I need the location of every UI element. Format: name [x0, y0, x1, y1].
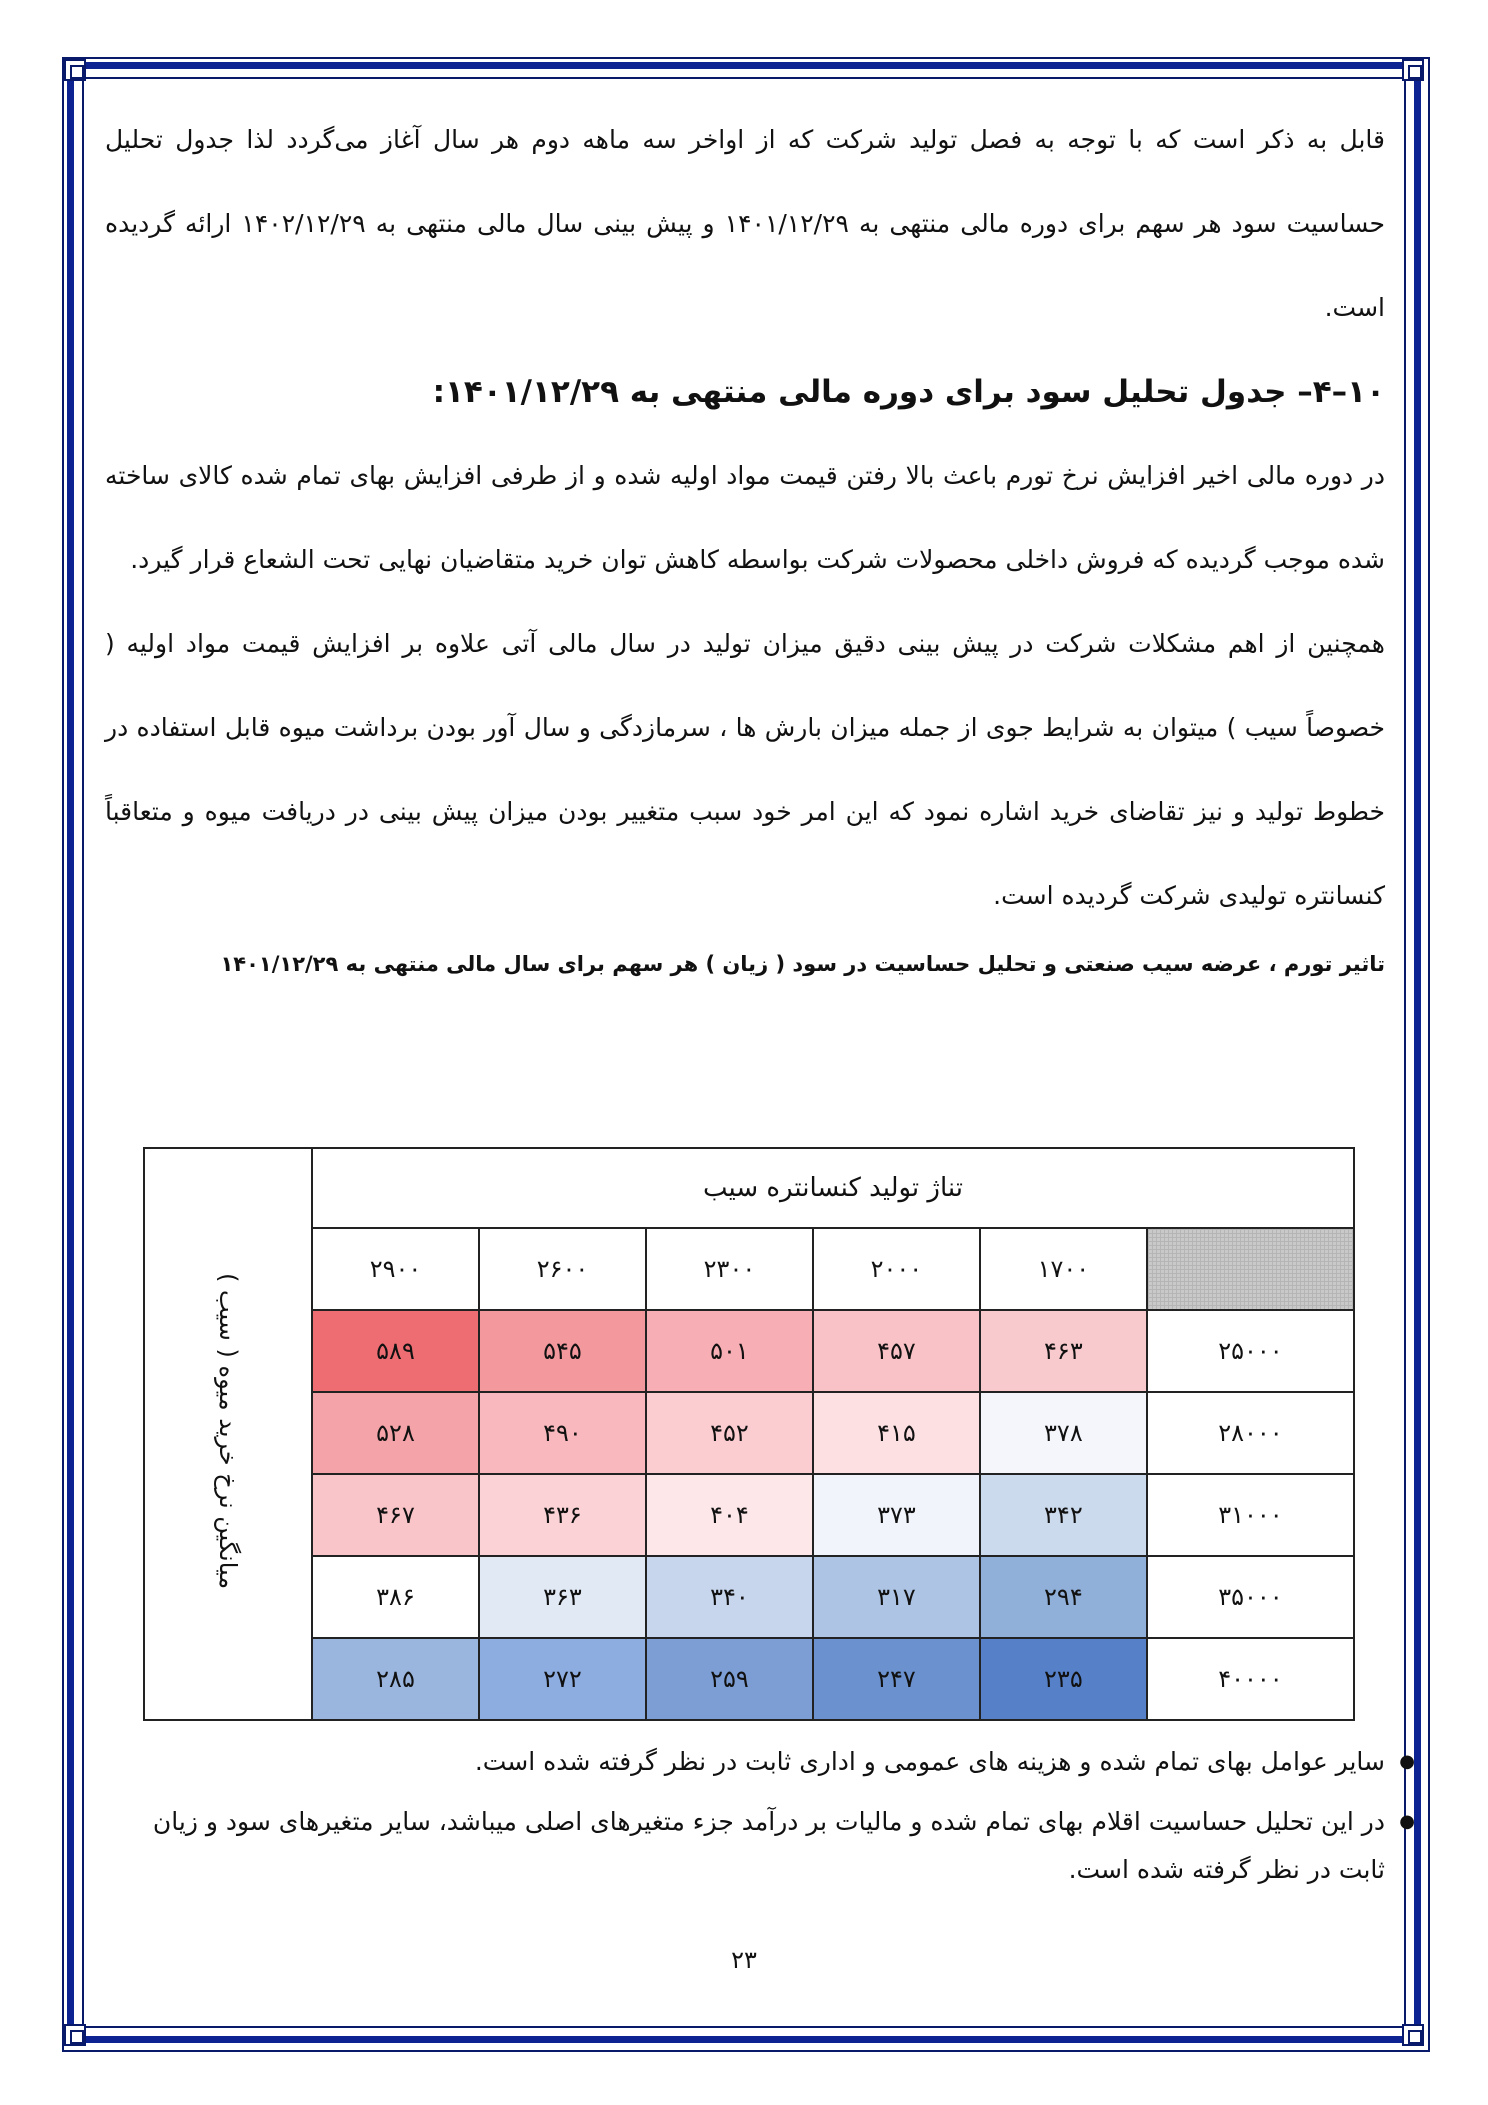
row-header: ۴۰۰۰۰	[1147, 1638, 1354, 1720]
production-paragraph: همچنین از اهم مشکلات شرکت در پیش بینی دقیق میزان تولید در سال مالی آتی علاوه بر افزایش قیمت مواد اولیه ( خصوصاً سیب ) میتوان به شرایط جوی از جمله میزان بارش ها ، سرمازدگی و سال آور بودن برداشت میوه قابل استفاده در خطوط تولید و نیز تقاضای خرید اشاره نمود که این امر خود سبب متغییر بودن میزان پیش بینی در دریافت میوه و متعاقباً کنسانتره تولیدی شرکت گردیده است.	[105, 629, 1385, 910]
table-row	[144, 1638, 1354, 1720]
table-cell: ۲۴۷	[813, 1638, 980, 1720]
table-cell: ۳۷۳	[813, 1474, 980, 1556]
section-heading: ۱۰–۴– جدول تحلیل سود برای دوره مالی منتهی به ۱۴۰۱/۱۲/۲۹:	[432, 374, 1385, 410]
list-item: ● در این تحلیل حساسیت اقلام بهای تمام شده و مالیات بر درآمد جزء متغیرهای اصلی میباشد، سایر متغیرهای سود و زیان ثابت در نظر گرفته شده است.	[105, 1798, 1385, 1894]
table-cell: ۲۸۵	[312, 1638, 479, 1720]
table-cell: ۲۷۲	[479, 1638, 646, 1720]
page-number: ۲۳	[731, 1946, 757, 1974]
row-header: ۲۵۰۰۰	[1147, 1310, 1354, 1392]
corner-ornament-top-right	[1402, 59, 1424, 81]
table-cell: ۴۹۰	[479, 1392, 646, 1474]
side-axis-label	[144, 1148, 312, 1720]
side-axis-label-text: میانگین نرخ خرید میوه ( سیب )	[214, 1272, 242, 1590]
table-cell: ۴۵۲	[646, 1392, 813, 1474]
table-cell: ۵۰۱	[646, 1310, 813, 1392]
table-cell: ۴۶۷	[312, 1474, 479, 1556]
table-cell: ۴۶۳	[980, 1310, 1147, 1392]
table-row	[144, 1556, 1354, 1638]
corner-ornament-bottom-left	[64, 2024, 86, 2046]
notes-list	[105, 1738, 1415, 1906]
column-header: ۲۶۰۰	[479, 1228, 646, 1310]
column-header: ۲۳۰۰	[646, 1228, 813, 1310]
table-cell: ۵۸۹	[312, 1310, 479, 1392]
table-cell: ۳۴۲	[980, 1474, 1147, 1556]
table-row	[144, 1474, 1354, 1556]
table-cell: ۳۶۳	[479, 1556, 646, 1638]
table-cell: ۳۸۶	[312, 1556, 479, 1638]
column-header-row	[144, 1228, 1354, 1310]
column-header: ۲۰۰۰	[813, 1228, 980, 1310]
table-cell: ۵۴۵	[479, 1310, 646, 1392]
table-cell: ۴۱۵	[813, 1392, 980, 1474]
table-cell: ۲۳۵	[980, 1638, 1147, 1720]
row-header: ۳۵۰۰۰	[1147, 1556, 1354, 1638]
table-cell: ۲۹۴	[980, 1556, 1147, 1638]
document-body	[105, 98, 1385, 990]
corner-ornament-bottom-right	[1402, 2024, 1424, 2046]
row-header: ۳۱۰۰۰	[1147, 1474, 1354, 1556]
table-corner-cell	[1147, 1228, 1354, 1310]
table-row	[144, 1392, 1354, 1474]
table-row	[144, 1310, 1354, 1392]
table-title-row	[144, 1148, 1354, 1228]
list-item: ● سایر عوامل بهای تمام شده و هزینه های عمومی و اداری ثابت در نظر گرفته شده است.	[105, 1738, 1385, 1786]
table-cell: ۳۱۷	[813, 1556, 980, 1638]
intro-paragraph: قابل به ذکر است که با توجه به فصل تولید شرکت که از اواخر سه ماهه دوم هر سال آغاز می‌گردد لذا جدول تحلیل حساسیت سود هر سهم برای دوره مالی منتهی به ۱۴۰۱/۱۲/۲۹ و پیش بینی سال مالی منتهی به ۱۴۰۲/۱۲/۲۹ ارائه گردیده است.	[105, 125, 1385, 322]
table-cell: ۴۵۷	[813, 1310, 980, 1392]
table-title: تناژ تولید کنسانتره سیب	[312, 1148, 1354, 1228]
column-header: ۱۷۰۰	[980, 1228, 1147, 1310]
table-caption: تاثیر تورم ، عرضه سیب صنعتی و تحلیل حساسیت در سود ( زیان ) هر سهم برای سال مالی منتهی به ۱۴۰۱/۱۲/۲۹	[220, 952, 1385, 976]
table-cell: ۲۵۹	[646, 1638, 813, 1720]
table-cell: ۵۲۸	[312, 1392, 479, 1474]
table-cell: ۴۰۴	[646, 1474, 813, 1556]
table-cell: ۳۷۸	[980, 1392, 1147, 1474]
column-header: ۲۹۰۰	[312, 1228, 479, 1310]
table-cell: ۴۳۶	[479, 1474, 646, 1556]
sensitivity-table	[143, 1147, 1355, 1721]
row-header: ۲۸۰۰۰	[1147, 1392, 1354, 1474]
inflation-paragraph: در دوره مالی اخیر افزایش نرخ تورم باعث بالا رفتن قیمت مواد اولیه شده و از طرفی افزایش بهای تمام شده کالای ساخته شده موجب گردیده که فروش داخلی محصولات شرکت بواسطه کاهش توان خرید متقاضیان نهایی تحت الشعاع قرار گیرد.	[105, 461, 1385, 574]
corner-ornament-top-left	[64, 59, 86, 81]
table-cell: ۳۴۰	[646, 1556, 813, 1638]
